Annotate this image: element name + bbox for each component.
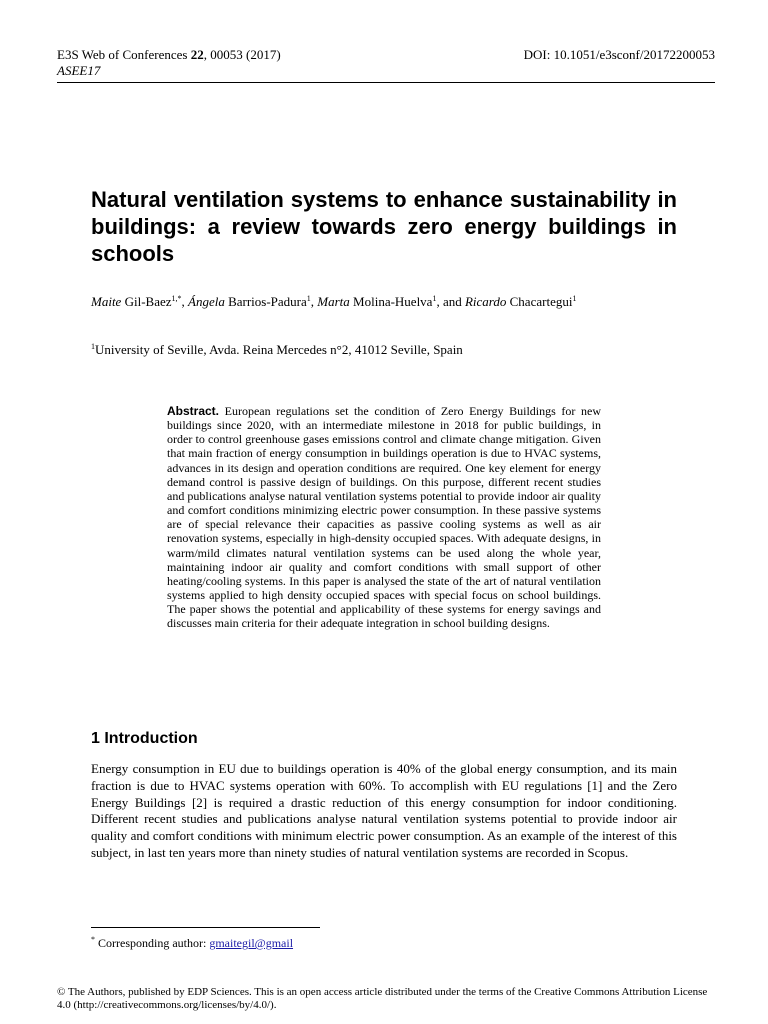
- author-affiliation-mark: 1,*: [171, 294, 182, 303]
- affiliation: [91, 341, 677, 358]
- author-affiliation-mark: 1: [432, 294, 437, 303]
- author: [465, 294, 576, 309]
- abstract-label: Abstract.: [167, 404, 220, 418]
- header-rule: [57, 82, 715, 83]
- author-given-name: Ricardo: [464, 294, 507, 309]
- author-separator: ,: [181, 294, 188, 309]
- author-separator: ,: [310, 294, 318, 309]
- doi: DOI: 10.1051/e3sconf/20172200053: [523, 47, 715, 62]
- affiliation-text: University of Seville, Avda. Reina Mercedes n°2, 41012 Seville, Spain: [95, 342, 463, 357]
- section-body: Energy consumption in EU due to buildings operation is 40% of the global energy consumption, and its main fraction is due to HVAC systems operation with 60%. To accomplish with EU regulations [1] and the Zero Energy Buildings [2] is required a drastic reduction of this energy consumption for indoor conditioning. Different recent studies and publications analyse natural ventilation systems potential to provide indoor air quality and comfort conditions with minimum electric power consumption. As an example of the interest of this subject, in last ten years more than ninety studies of natural ventilation systems are recorded in Scopus.: [91, 761, 677, 860]
- author-affiliation-mark: 1: [572, 294, 577, 303]
- footnote-rule: [91, 927, 320, 928]
- affiliation-mark: 1: [91, 342, 95, 351]
- author-family-name: Chacartegui: [509, 294, 573, 309]
- abstract: [167, 404, 601, 631]
- author-affiliation-mark: 1: [306, 294, 311, 303]
- abstract-text: European regulations set the condition of Zero Energy Buildings for new buildings since 2020, with an intermediate milestone in 2018 for public buildings, in order to control greenhouse gases emissions control and climate change mitigation. Given that main fraction of energy consumption in buildings operation is due to HVAC systems, advances in its design and operation conditions are required. One key element for energy demand control is passive design of buildings. On this purpose, different recent studies and publications analyse natural ventilation systems potential to provide indoor air quality and comfort conditions minimizing electric power consumption. In these passive systems are of special relevance their capacities as passive cooling systems as well as air renovation systems, especially in high-density occupied spaces. With adequate designs, in warm/mild climates natural ventilation systems can be used along the whole year, maintaining indoor air quality and comfort conditions with small support of other heating/cooling systems. In this paper is analysed the state of the art of natural ventilation systems applied to high density occupied spaces with special focus on school buildings. The paper shows the potential and applicability of these systems for energy savings and discusses main criteria for their adequate integration in school building designs.: [167, 404, 601, 631]
- license-notice: © The Authors, published by EDP Sciences. This is an open access article distributed under the terms of the Creative Commons Attribution License 4.0 (http://creativecommons.org/licenses/by/4.0/).: [57, 986, 708, 1011]
- author-family-name: Barrios-Padura: [228, 294, 307, 309]
- author: [91, 294, 182, 309]
- author-family-name: Molina-Huelva: [353, 294, 433, 309]
- journal-citation: [57, 47, 281, 63]
- author-family-name: Gil-Baez: [124, 294, 172, 309]
- footnote: [91, 936, 293, 950]
- author: [188, 294, 311, 309]
- footnote-mark: *: [91, 935, 95, 944]
- conference-name: ASEE17: [57, 63, 101, 78]
- author: [317, 294, 436, 309]
- journal-name: E3S Web of Conferences: [57, 47, 188, 62]
- corresponding-email-link[interactable]: gmaitegil@gmail: [209, 936, 294, 950]
- article-number: , 00053 (2017): [203, 47, 281, 62]
- author-given-name: Maite: [91, 294, 122, 309]
- author-given-name: Ángela: [188, 294, 225, 309]
- author-given-name: Marta: [317, 294, 350, 309]
- section-heading: 1 Introduction: [91, 730, 198, 747]
- paper-title: Natural ventilation systems to enhance sustainability in buildings: a review towards zero energy buildings in schools: [91, 187, 677, 266]
- running-header-left: [57, 47, 281, 79]
- author-separator: , and: [436, 294, 465, 309]
- footnote-label: Corresponding author:: [95, 936, 210, 950]
- journal-volume: 22: [190, 47, 204, 62]
- author-list: [91, 293, 677, 310]
